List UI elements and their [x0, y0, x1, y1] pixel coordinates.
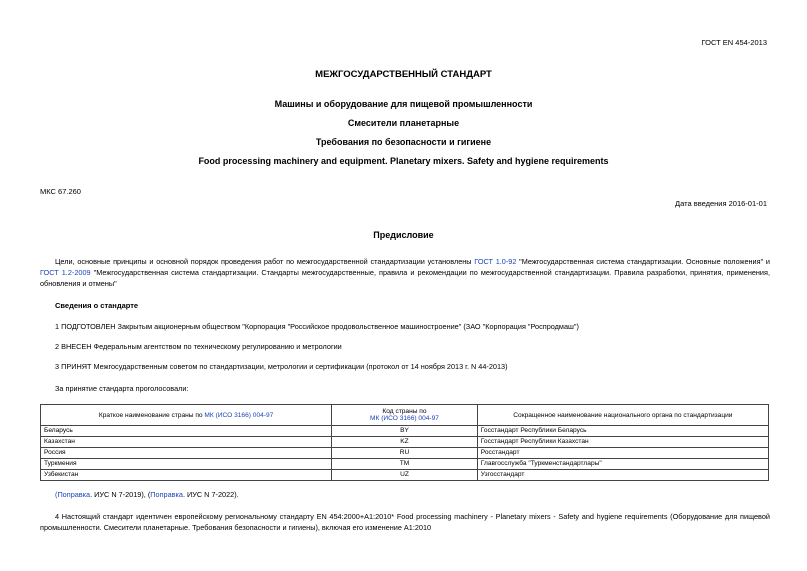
table-row [41, 426, 769, 437]
country-name: Узбекистан [41, 470, 332, 481]
introduction-date: Дата введения 2016-01-01 [675, 199, 767, 208]
table-row [41, 470, 769, 481]
table-row [41, 437, 769, 448]
country-name: Беларусь [41, 426, 332, 437]
voted-label: За принятие стандарта проголосовали: [55, 384, 189, 393]
item-adopted: 3 ПРИНЯТ Межгосударственным советом по стандартизации, метрологии и сертификации (протокол от 14 ноября 2013 г. N 44-2013) [55, 362, 508, 371]
title-line-2: Смесители планетарные [347, 118, 460, 128]
gost-1-0-92-link[interactable]: ГОСТ 1.0-92 [474, 257, 517, 266]
foreword-heading: Предисловие [373, 230, 434, 240]
table-row [41, 448, 769, 459]
foreword-paragraph [40, 256, 770, 289]
item-submitted: 2 ВНЕСЕН Федеральным агентством по техническому регулированию и метрологии [55, 342, 342, 351]
header-code: Код страны по МК (ИСО 3166) 004-97 [332, 405, 478, 426]
correction-link-2019[interactable]: Поправка [57, 490, 91, 499]
foreword-text-c: "Межгосударственная система стандартизации. Стандарты межгосударственные, правила и рекомендации по межгосударственной стандартизации. Правила разработки, принятия, применения, обновления и отмены" [40, 268, 770, 288]
country-code: BY [332, 426, 478, 437]
country-org: Госстандарт Республики Казахстан [477, 437, 768, 448]
title-line-1: Машины и оборудование для пищевой промышленности [274, 99, 533, 109]
item-prepared: 1 ПОДГОТОВЛЕН Закрытым акционерным обществом "Корпорация "Российское продовольственное машиностроение" (ЗАО "Корпорация "Роспродмаш") [55, 322, 579, 331]
header-org: Сокращенное наименование национального органа по стандартизации [477, 405, 768, 426]
countries-table [40, 404, 769, 481]
country-code: UZ [332, 470, 478, 481]
correction-link-2022[interactable]: Поправка [150, 490, 183, 499]
corrections-line: (Поправка. ИУС N 7-2019), (Поправка. ИУС N 7-2022). [55, 490, 239, 499]
title-line-3: Требования по безопасности и гигиене [315, 137, 492, 147]
standard-info-heading: Сведения о стандарте [55, 301, 139, 310]
country-name: Россия [41, 448, 332, 459]
country-org: Госстандарт Республики Беларусь [477, 426, 768, 437]
country-name: Казахстан [41, 437, 332, 448]
title-line-english: Food processing machinery and equipment. Planetary mixers. Safety and hygiene requirements [198, 156, 609, 166]
mks-code: МКС 67.260 [40, 187, 81, 196]
item-identical-standard: 4 Настоящий стандарт идентичен европейскому региональному стандарту EN 454:2000+A1:2010* Food processing machinery - Planetary mixers - Safety and hygiene requirements (Оборудование для пищевой промышленности. Смесители планетарные. Требования безопасности и гигиены), включая его изменение A1:2010 [40, 512, 770, 532]
country-code: RU [332, 448, 478, 459]
country-name: Туркмения [41, 459, 332, 470]
mk-iso-link-2[interactable]: МК (ИСО 3166) 004-97 [370, 415, 439, 422]
foreword-text-a: Цели, основные принципы и основной порядок проведения работ по межгосударственной стандартизации установлены [55, 257, 475, 266]
header-country: Краткое наименование страны по МК (ИСО 3166) 004-97 [41, 405, 332, 426]
country-org: Росстандарт [477, 448, 768, 459]
table-header-row [41, 405, 769, 426]
country-code: KZ [332, 437, 478, 448]
gost-1-2-2009-link[interactable]: ГОСТ 1.2-2009 [40, 268, 91, 277]
country-org: Главгосслужба "Туркменстандартлары" [477, 459, 768, 470]
document-code: ГОСТ EN 454-2013 [701, 38, 767, 47]
mk-iso-link-1[interactable]: МК (ИСО 3166) 004-97 [204, 411, 274, 419]
foreword-text-b: "Межгосударственная система стандартизации. Основные положения" и [516, 257, 770, 266]
table-row [41, 459, 769, 470]
country-code: TM [332, 459, 478, 470]
standard-type-title: МЕЖГОСУДАРСТВЕННЫЙ СТАНДАРТ [315, 69, 492, 80]
country-org: Узгосстандарт [477, 470, 768, 481]
